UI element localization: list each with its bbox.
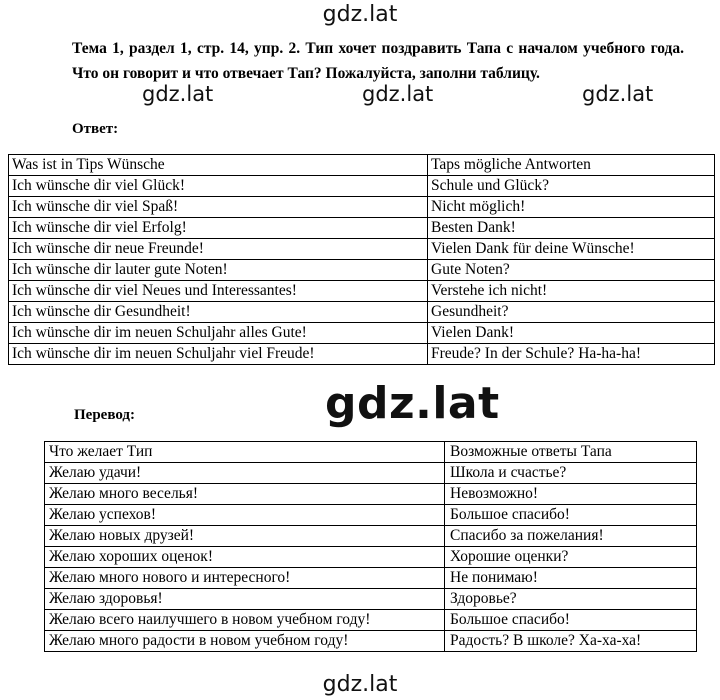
table-row bbox=[9, 260, 715, 281]
table-row bbox=[45, 547, 697, 568]
russian-translation-table bbox=[44, 441, 697, 652]
reply-cell: Возможные ответы Тапа bbox=[445, 442, 697, 463]
wish-cell: Желаю всего наилучшего в новом учебном году! bbox=[45, 610, 445, 631]
reply-cell: Радость? В школе? Ха-ха-ха! bbox=[445, 631, 697, 652]
wish-cell: Ich wünsche dir Gesundheit! bbox=[9, 302, 428, 323]
watermark-bottom: gdz.lat bbox=[322, 672, 398, 697]
wish-cell: Ich wünsche dir viel Erfolg! bbox=[9, 218, 428, 239]
table-row bbox=[9, 323, 715, 344]
reply-cell: Freude? In der Schule? Ha-ha-ha! bbox=[428, 344, 715, 365]
wish-cell: Желаю хороших оценок! bbox=[45, 547, 445, 568]
table-row bbox=[9, 281, 715, 302]
watermark-overlay-right: gdz.lat bbox=[582, 82, 654, 106]
reply-cell: Школа и счастье? bbox=[445, 463, 697, 484]
wish-cell: Ich wünsche dir neue Freunde! bbox=[9, 239, 428, 260]
table-row bbox=[45, 568, 697, 589]
table-row bbox=[9, 302, 715, 323]
reply-cell: Спасибо за пожелания! bbox=[445, 526, 697, 547]
table-row bbox=[45, 631, 697, 652]
table-header-row bbox=[45, 442, 697, 463]
table-row bbox=[9, 218, 715, 239]
wish-cell: Желаю много веселья! bbox=[45, 484, 445, 505]
wish-cell: Was ist in Tips Wünsche bbox=[9, 155, 428, 176]
reply-cell: Taps mögliche Antworten bbox=[428, 155, 715, 176]
reply-cell: Schule und Glück? bbox=[428, 176, 715, 197]
wish-cell: Желаю много нового и интересного! bbox=[45, 568, 445, 589]
table-row bbox=[9, 239, 715, 260]
german-wishes-table bbox=[8, 154, 715, 365]
table-row bbox=[45, 589, 697, 610]
reply-cell: Gesundheit? bbox=[428, 302, 715, 323]
reply-cell: Не понимаю! bbox=[445, 568, 697, 589]
wish-cell: Желаю здоровья! bbox=[45, 589, 445, 610]
reply-cell: Nicht möglich! bbox=[428, 197, 715, 218]
table-row bbox=[9, 344, 715, 365]
table-row bbox=[45, 463, 697, 484]
reply-cell: Хорошие оценки? bbox=[445, 547, 697, 568]
table-row bbox=[45, 526, 697, 547]
watermark-overlay-center: gdz.lat bbox=[362, 82, 434, 106]
reply-cell: Verstehe ich nicht! bbox=[428, 281, 715, 302]
reply-cell: Большое спасибо! bbox=[445, 505, 697, 526]
reply-cell: Здоровье? bbox=[445, 589, 697, 610]
wish-cell: Что желает Тип bbox=[45, 442, 445, 463]
reply-cell: Невозможно! bbox=[445, 484, 697, 505]
reply-cell: Besten Dank! bbox=[428, 218, 715, 239]
watermark-overlay-left: gdz.lat bbox=[142, 82, 214, 106]
wish-cell: Ich wünsche dir im neuen Schuljahr alles Gute! bbox=[9, 323, 428, 344]
watermark-large: gdz.lat bbox=[325, 378, 500, 429]
wish-cell: Желаю удачи! bbox=[45, 463, 445, 484]
answer-label: Ответ: bbox=[72, 121, 119, 137]
wish-cell: Ich wünsche dir viel Glück! bbox=[9, 176, 428, 197]
translation-label: Перевод: bbox=[74, 407, 135, 423]
wish-cell: Желаю успехов! bbox=[45, 505, 445, 526]
table-row bbox=[45, 505, 697, 526]
table-row bbox=[9, 197, 715, 218]
table-row bbox=[45, 610, 697, 631]
wish-cell: Желаю много радости в новом учебном году! bbox=[45, 631, 445, 652]
wish-cell: Ich wünsche dir viel Neues und Interessantes! bbox=[9, 281, 428, 302]
wish-cell: Ich wünsche dir viel Spaß! bbox=[9, 197, 428, 218]
watermark-top: gdz.lat bbox=[322, 2, 398, 27]
table-row bbox=[45, 484, 697, 505]
reply-cell: Gute Noten? bbox=[428, 260, 715, 281]
reply-cell: Vielen Dank! bbox=[428, 323, 715, 344]
wish-cell: Ich wünsche dir lauter gute Noten! bbox=[9, 260, 428, 281]
task-statement: Тема 1, раздел 1, стр. 14, упр. 2. Тип хочет поздравить Тапа с началом учебного года. Что он говорит и что отвечает Тап? Пожалуйста, заполни таблицу. bbox=[72, 40, 684, 82]
wish-cell: Желаю новых друзей! bbox=[45, 526, 445, 547]
table-header-row bbox=[9, 155, 715, 176]
reply-cell: Vielen Dank für deine Wünsche! bbox=[428, 239, 715, 260]
wish-cell: Ich wünsche dir im neuen Schuljahr viel Freude! bbox=[9, 344, 428, 365]
table-row bbox=[9, 176, 715, 197]
reply-cell: Большое спасибо! bbox=[445, 610, 697, 631]
